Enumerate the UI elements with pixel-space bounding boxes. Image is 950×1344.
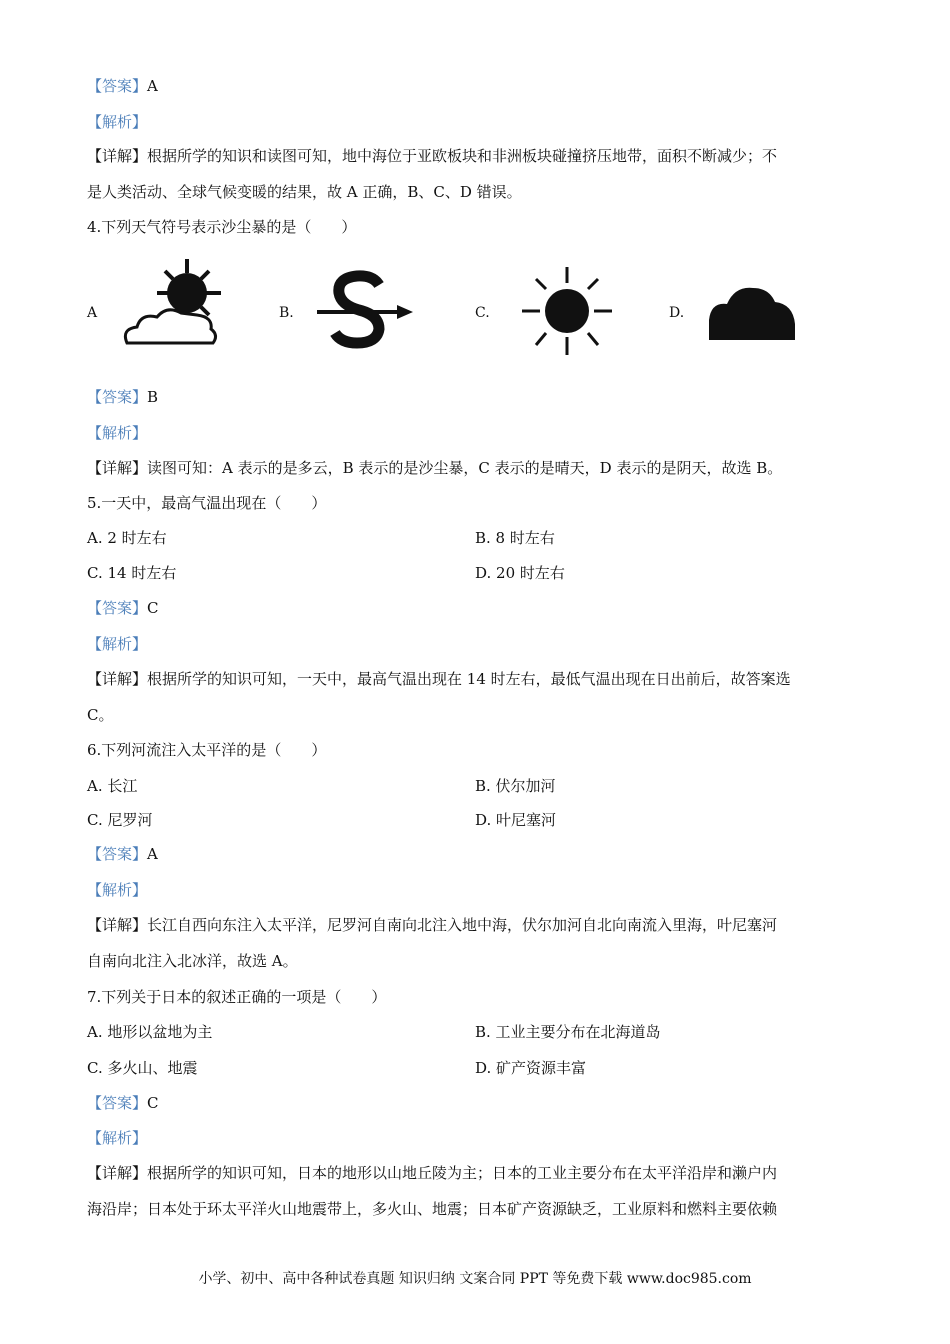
q7-option-c: C. 多火山、地震 bbox=[87, 1059, 198, 1077]
q4-answer: B bbox=[147, 388, 159, 406]
q5-option-a: A. 2 时左右 bbox=[87, 529, 167, 547]
detail-tag: 【详解】 bbox=[87, 459, 148, 477]
q7-detail-line-1 bbox=[87, 1163, 777, 1183]
q7-answer: C bbox=[147, 1094, 159, 1112]
answer-tag: 【答案】 bbox=[87, 388, 148, 406]
analysis-tag: 【解析】 bbox=[87, 881, 148, 899]
q4-answer-line bbox=[87, 387, 158, 407]
q6-answer-line bbox=[87, 844, 158, 864]
q5-answer: C bbox=[147, 599, 159, 617]
analysis-tag: 【解析】 bbox=[87, 635, 148, 653]
q6-detail-line-2: 自南向北注入北冰洋，故选 A。 bbox=[87, 952, 298, 970]
q5-detail-line-1 bbox=[87, 669, 791, 689]
answer-tag: 【答案】 bbox=[87, 1094, 148, 1112]
q6-option-c: C. 尼罗河 bbox=[87, 811, 153, 829]
q3-answer: A bbox=[147, 77, 158, 95]
q4-figure-row bbox=[87, 255, 867, 365]
sunny-icon bbox=[512, 265, 622, 365]
q3-analysis-line bbox=[87, 112, 147, 132]
q7-analysis-line bbox=[87, 1128, 147, 1148]
q4-analysis-line bbox=[87, 423, 147, 443]
q5-detail-text-1: 根据所学的知识可知，一天中，最高气温出现在 14 时左右，最低气温出现在日出前后，故答案选 bbox=[147, 670, 791, 688]
q6-option-a: A. 长江 bbox=[87, 777, 138, 795]
q3-answer-line bbox=[87, 76, 158, 96]
detail-tag: 【详解】 bbox=[87, 916, 148, 934]
q3-detail-text-1: 根据所学的知识和读图可知，地中海位于亚欧板块和非洲板块碰撞挤压地带，面积不断减少；不 bbox=[147, 147, 778, 165]
answer-tag: 【答案】 bbox=[87, 845, 148, 863]
q7-option-a: A. 地形以盆地为主 bbox=[87, 1023, 213, 1041]
q5-option-c: C. 14 时左右 bbox=[87, 564, 177, 582]
q4-detail-text: 读图可知：A 表示的是多云，B 表示的是沙尘暴，C 表示的是晴天，D 表示的是阴天，故选 B。 bbox=[147, 459, 783, 477]
sandstorm-icon bbox=[317, 267, 417, 357]
q6-option-b: B. 伏尔加河 bbox=[475, 777, 556, 795]
overcast-icon bbox=[705, 280, 800, 345]
q7-detail-line-2: 海沿岸；日本处于环太平洋火山地震带上，多火山、地震；日本矿产资源缺乏，工业原料和燃料主要依赖 bbox=[87, 1200, 778, 1218]
q5-detail-line-2: C。 bbox=[87, 706, 114, 724]
q5-option-d: D. 20 时左右 bbox=[475, 564, 565, 582]
q4-detail-line bbox=[87, 458, 782, 478]
answer-tag: 【答案】 bbox=[87, 599, 148, 617]
page-footer: 小学、初中、高中各种试卷真题 知识归纳 文案合同 PPT 等免费下载 www.doc985.com bbox=[198, 1271, 752, 1287]
detail-tag: 【详解】 bbox=[87, 147, 148, 165]
q5-answer-line bbox=[87, 598, 159, 618]
q7-option-d: D. 矿产资源丰富 bbox=[475, 1059, 587, 1077]
q5-option-b: B. 8 时左右 bbox=[475, 529, 555, 547]
q5-analysis-line bbox=[87, 634, 147, 654]
q4-label-b: B. bbox=[279, 305, 294, 321]
detail-tag: 【详解】 bbox=[87, 1164, 148, 1182]
answer-tag: 【答案】 bbox=[87, 77, 148, 95]
detail-tag: 【详解】 bbox=[87, 670, 148, 688]
q7-answer-line bbox=[87, 1093, 159, 1113]
partly-cloudy-icon bbox=[117, 255, 247, 355]
q6-analysis-line bbox=[87, 880, 147, 900]
analysis-tag: 【解析】 bbox=[87, 1129, 148, 1147]
q7-stem: 7.下列关于日本的叙述正确的一项是（ ） bbox=[87, 988, 387, 1006]
q6-option-d: D. 叶尼塞河 bbox=[475, 811, 557, 829]
q4-label-a: A bbox=[87, 305, 98, 321]
analysis-tag: 【解析】 bbox=[87, 424, 148, 442]
q7-detail-text-1: 根据所学的知识可知，日本的地形以山地丘陵为主；日本的工业主要分布在太平洋沿岸和濑户内 bbox=[147, 1164, 778, 1182]
q6-answer: A bbox=[147, 845, 158, 863]
q6-detail-line-1 bbox=[87, 915, 777, 935]
q3-detail-line-1 bbox=[87, 146, 777, 166]
q7-option-b: B. 工业主要分布在北海道岛 bbox=[475, 1023, 661, 1041]
q3-detail-line-2: 是人类活动、全球气候变暖的结果，故 A 正确，B、C、D 错误。 bbox=[87, 183, 522, 201]
q6-stem: 6.下列河流注入太平洋的是（ ） bbox=[87, 741, 327, 759]
analysis-tag: 【解析】 bbox=[87, 113, 148, 131]
q6-detail-text-1: 长江自西向东注入太平洋，尼罗河自南向北注入地中海，伏尔加河自北向南流入里海，叶尼塞河 bbox=[147, 916, 778, 934]
q4-label-c: C. bbox=[475, 305, 490, 321]
q4-label-d: D. bbox=[669, 305, 685, 321]
q5-stem: 5.一天中，最高气温出现在（ ） bbox=[87, 494, 327, 512]
q4-stem: 4.下列天气符号表示沙尘暴的是（ ） bbox=[87, 218, 357, 236]
